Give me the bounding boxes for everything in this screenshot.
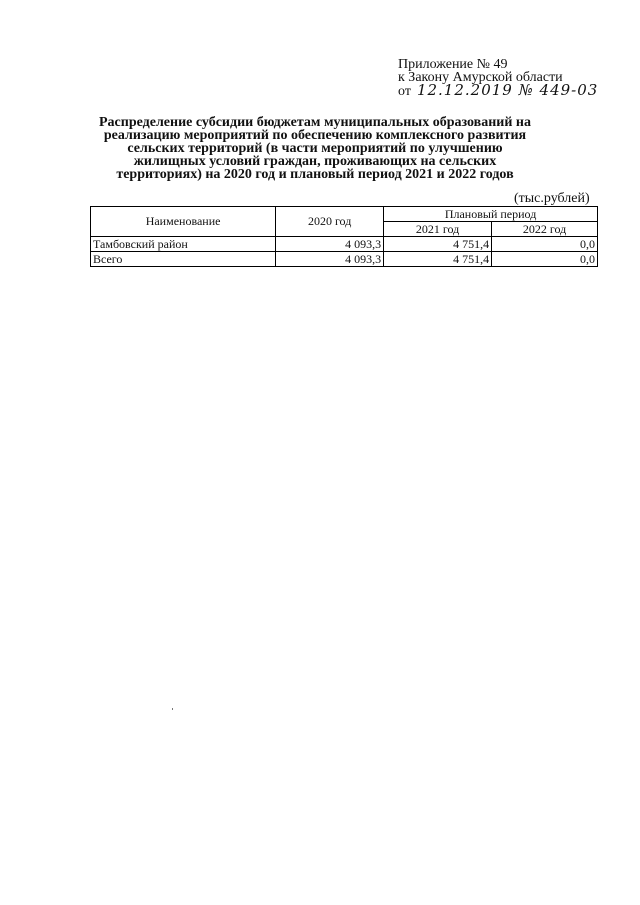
unit-label: (тыс.рублей) xyxy=(514,191,590,206)
total-row xyxy=(91,252,598,267)
table-header-row xyxy=(91,207,598,222)
date-prefix: от xyxy=(398,84,411,99)
row-value-2021: 4 751,4 xyxy=(384,237,492,252)
column-header-2022: 2022 год xyxy=(492,222,598,237)
handwritten-date-number: 12.12.2019 № 449-03 xyxy=(416,81,599,99)
appendix-header xyxy=(398,58,598,98)
total-value-2021: 4 751,4 xyxy=(384,252,492,267)
table-row xyxy=(91,237,598,252)
column-header-2021: 2021 год xyxy=(384,222,492,237)
scan-artifact xyxy=(172,708,173,710)
total-label: Всего xyxy=(91,252,276,267)
subsidy-table xyxy=(90,206,598,267)
row-value-2020: 4 093,3 xyxy=(276,237,384,252)
row-value-2022: 0,0 xyxy=(492,237,598,252)
row-name: Тамбовский район xyxy=(91,237,276,252)
total-value-2020: 4 093,3 xyxy=(276,252,384,267)
document-title: Распределение субсидии бюджетам муниципальных образований на реализацию мероприятий по обеспечению комплексного развития сельских территорий (в части мероприятий по улучшению жилищных условий граждан, проживающих на сельских территориях) на 2020 год и плановый период 2021 и 2022 годов xyxy=(99,115,531,182)
appendix-number: Приложение № 49 xyxy=(398,57,508,72)
total-value-2022: 0,0 xyxy=(492,252,598,267)
column-header-2020: 2020 год xyxy=(276,207,384,237)
column-header-name: Наименование xyxy=(91,207,276,237)
law-date-line xyxy=(398,81,599,99)
column-header-plan-period: Плановый период xyxy=(384,207,598,222)
law-reference: к Закону Амурской области xyxy=(398,70,563,85)
